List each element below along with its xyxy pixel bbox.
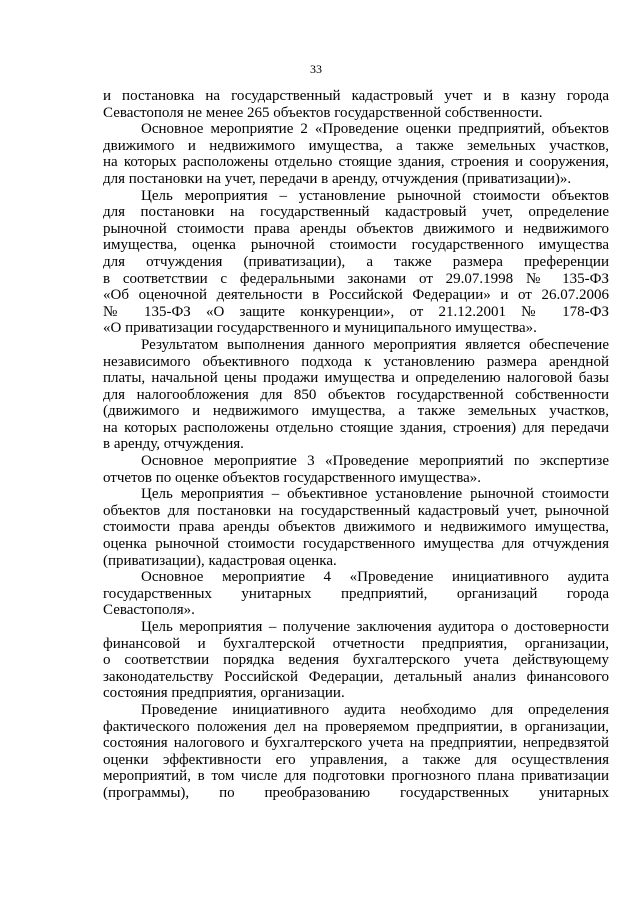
text-line: отчетов по оценке объектов государственного имущества». [103,469,482,486]
text-line: состояния предприятия, организации. [103,685,345,702]
text-line: для постановки на государственный кадастровый учет, определение [103,204,609,221]
text-line: стоимости права аренды объектов движимого и недвижимого имущества, [103,519,609,536]
text-line: Севастополя не менее 265 объектов государственной собственности. [103,104,543,121]
text-line: Севастополя». [103,602,195,619]
text-line: независимого объективного подхода к установлению размера арендной [103,353,609,370]
text-line: объектов для постановки на государственный кадастровый учет, рыночной [103,502,609,519]
text-line: Проведение инициативного аудита необходимо для определения [141,701,609,718]
document-body [103,88,609,802]
text-line: на которых расположены отдельно стоящие здания, строения) для передачи [103,419,609,436]
text-line: «Об оценочной деятельности в Российской Федерации» и от 26.07.2006 [103,287,609,304]
text-line: рыночной стоимости права аренды объектов движимого и недвижимого [103,220,609,237]
text-line: Цель мероприятия – установление рыночной стоимости объектов [141,187,609,204]
text-line: Основное мероприятие 4 «Проведение инициативного аудита [141,569,609,586]
text-line: оценка рыночной стоимости государственного имущества для отчуждения [103,536,609,553]
text-line: для отчуждения (приватизации), а также размера преференции [103,253,609,270]
text-line: о соответствии порядка ведения бухгалтерского учета действующему [103,652,609,669]
text-line: на которых расположены отдельно стоящие здания, строения и сооружения, [103,154,609,171]
text-line: состояния налогового и бухгалтерского учета на предприятии, непредвзятой [103,735,609,752]
text-line: «О приватизации государственного и муниципального имущества». [103,320,537,337]
text-line: (приватизации), кадастровая оценка. [103,552,337,569]
text-line: для постановки на учет, передачи в аренду, отчуждения (приватизации)». [103,170,572,187]
text-line: Цель мероприятия – получение заключения аудитора о достоверности [141,619,609,635]
text-line: движимого и недвижимого имущества, а также земельных участков, [103,137,609,154]
text-line: оценки эффективности его управления, а также для осуществления [103,751,609,768]
text-line: мероприятий, в том числе для подготовки прогнозного плана приватизации [103,768,609,785]
text-line: (движимого и недвижимого имущества, а также земельных участков, [103,403,609,420]
text-line: (программы), по преобразованию государственных унитарных [103,784,609,801]
text-line: и постановка на государственный кадастровый учет и в казну города [103,88,609,104]
text-line: платы, начальной цены продажи имущества и определению налоговой базы [103,370,609,387]
text-line: законодательству Российской Федерации, детальный анализ финансового [103,668,609,685]
text-line: Основное мероприятие 3 «Проведение мероприятий по экспертизе [141,453,609,470]
text-line: финансовой и бухгалтерской отчетности предприятия, организации, [103,635,609,652]
text-line: государственных унитарных предприятий, организаций города [103,585,609,602]
text-line: в аренду, отчуждения. [103,436,244,453]
text-line: для налогообложения для 850 объектов государственной собственности [103,386,609,403]
text-line: № 135-ФЗ «О защите конкуренции», от 21.12.2001 № 178-ФЗ [103,303,609,320]
text-line: Цель мероприятия – объективное установление рыночной стоимости [141,486,609,503]
text-line: фактического положения дел на проверяемом предприятии, в организации, [103,718,609,735]
text-line: в соответствии с федеральными законами от 29.07.1998 № 135-ФЗ [103,270,609,287]
text-line: Основное мероприятие 2 «Проведение оценки предприятий, объектов [141,121,609,138]
text-line: Результатом выполнения данного мероприятия является обеспечение [141,336,609,353]
page-number: 33 [310,62,322,76]
text-line: имущества, оценка рыночной стоимости государственного имущества [103,237,609,254]
